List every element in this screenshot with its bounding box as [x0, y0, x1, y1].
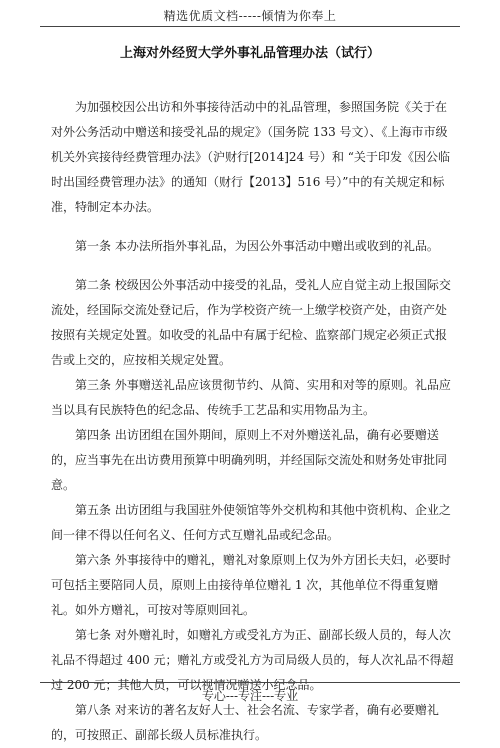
article-2: 第二条 校级因公外事活动中接受的礼品，受礼人应自觉主动上报国际交流处，经国际交流处登记后，作为学校资产统一上缴学校资产处，由资产处按照有关规定处置。如收受的礼品中有属于纪检、监察部门规定必须正式报告或上交的，应按相关规定处置。 — [51, 278, 451, 367]
footer-divider — [40, 682, 460, 683]
header-divider — [40, 26, 460, 27]
article-8: 第八条 对来访的著名友好人士、社会名流、专家学者，确有必要赠礼的，可按照正、副部长级人员标准执行。 — [51, 703, 439, 742]
intro-paragraph: 为加强校因公出访和外事接待活动中的礼品管理，参照国务院《关于在对外公务活动中赠送和接受礼品的规定》（国务院 133 号文）、《上海市市级机关外宾接待经费管理办法》（沪财行[2014]24 号）和 “关于印发《因公临时出国经费管理办法》的通知（财行【2013】516 号）”中的有关规定和标准，特制定本办法。 — [51, 100, 450, 214]
article-4: 第四条 出访团组在国外期间，原则上不对外赠送礼品，确有必要赠送的，应当事先在出访费用预算中明确列明，并经国际交流处和财务处审批同意。 — [51, 428, 448, 492]
document-title: 上海对外经贸大学外事礼品管理办法（试行） — [119, 46, 380, 61]
article-7: 第七条 对外赠礼时，如赠礼方或受礼方为正、副部长级人员的，每人次礼品不得超过 400 元；赠礼方或受礼方为司局级人员的，每人次礼品不得超过 200 元；其他人员，可以视情况赠送小纪念品。 — [51, 628, 454, 692]
article-1: 第一条 本办法所指外事礼品，为因公外事活动中赠出或收到的礼品。 — [75, 239, 439, 253]
document-body — [51, 95, 456, 748]
article-6: 第六条 外事接待中的赠礼，赠礼对象原则上仅为外方团长夫妇，必要时可包括主要陪同人员，原则上由接待单位赠礼 1 次，其他单位不得重复赠礼。如外方赠礼，可按对等原则回礼。 — [51, 553, 451, 617]
page-header: 精选优质文档-----倾情为你奉上 — [163, 9, 337, 23]
article-3: 第三条 外事赠送礼品应该贯彻节约、从简、实用和对等的原则。礼品应当以具有民族特色的纪念品、传统手工艺品和实用物品为主。 — [51, 378, 451, 417]
article-5: 第五条 出访团组与我国驻外使领馆等外交机构和其他中资机构、企业之间一律不得以任何名义、任何方式互赠礼品或纪念品。 — [51, 503, 451, 542]
page-footer: 专心---专注---专业 — [201, 689, 299, 703]
